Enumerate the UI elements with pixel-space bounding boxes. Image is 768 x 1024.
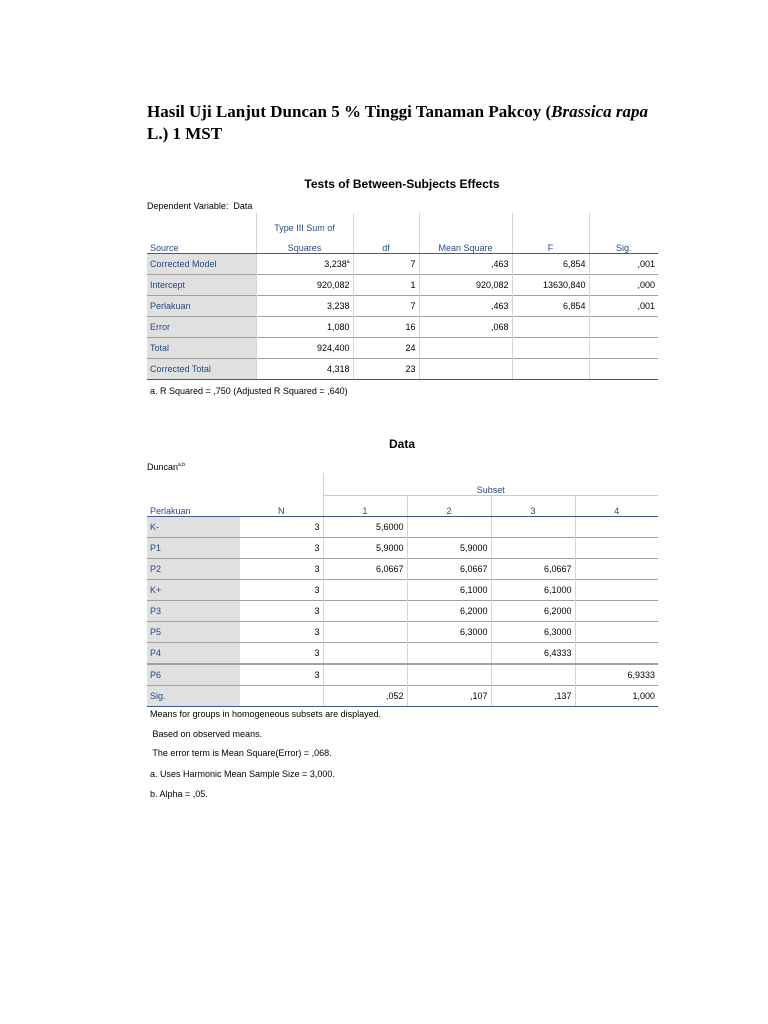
duncan-row: [147, 516, 658, 537]
header-source: Source: [147, 233, 256, 254]
row-perlakuan: P3: [147, 600, 240, 621]
cell-sum-of-squares: 920,082: [256, 275, 353, 296]
title-scientific-name: Brassica rapa: [551, 102, 648, 121]
cell-n: 3: [240, 537, 323, 558]
row-source: Error: [147, 317, 256, 338]
anova-row: [147, 338, 658, 359]
row-source: Total: [147, 338, 256, 359]
cell-subset-4: [575, 558, 658, 579]
header-subset-1: 1: [323, 495, 407, 516]
cell-subset-4: [575, 600, 658, 621]
duncan-row: [147, 621, 658, 642]
duncan-row: [147, 579, 658, 600]
cell-mean-square: [419, 338, 512, 359]
cell-f: [512, 317, 589, 338]
header-subset-2: 2: [407, 495, 491, 516]
cell-subset-3: 6,2000: [491, 600, 575, 621]
cell-subset-2: 5,9000: [407, 537, 491, 558]
cell-df: 7: [353, 296, 419, 317]
cell-subset-2: [407, 516, 491, 537]
cell-subset-2: [407, 642, 491, 664]
cell-mean-square: [419, 359, 512, 380]
cell-subset-1: [323, 642, 407, 664]
row-source: Intercept: [147, 275, 256, 296]
row-perlakuan: P6: [147, 664, 240, 686]
cell-f: [512, 359, 589, 380]
duncan-row: [147, 537, 658, 558]
header-sig: Sig.: [589, 233, 658, 254]
dependent-variable-label: Dependent Variable: Data: [147, 201, 253, 211]
cell-subset-4: [575, 621, 658, 642]
cell-n: 3: [240, 664, 323, 686]
cell-subset-4: 6,9333: [575, 664, 658, 686]
row-perlakuan: P2: [147, 558, 240, 579]
cell-sig: [589, 359, 658, 380]
header-ss-line1: Type III Sum of: [256, 213, 353, 233]
cell-subset-4: [575, 516, 658, 537]
cell-subset-4: [575, 642, 658, 664]
cell-df: 1: [353, 275, 419, 296]
duncan-note: a. Uses Harmonic Mean Sample Size = 3,000.: [150, 769, 335, 779]
cell-n: 3: [314, 521, 320, 532]
title-text: Hasil Uji Lanjut Duncan 5 % Tinggi Tanaman Pakcoy (: [147, 102, 552, 121]
anova-row: [147, 359, 658, 380]
duncan-note: Based on observed means.: [150, 729, 263, 739]
cell-f: 6,854: [512, 296, 589, 317]
duncan-row: [147, 558, 658, 579]
cell-df: 16: [353, 317, 419, 338]
cell-subset-2: 6,0667: [407, 558, 491, 579]
header-f: F: [512, 233, 589, 254]
cell-sum-of-squares: 924,400: [256, 338, 353, 359]
cell-sig: ,000: [589, 275, 658, 296]
cell-subset-2: 6,3000: [407, 621, 491, 642]
row-perlakuan: P5: [147, 621, 240, 642]
cell-subset-2: ,107: [407, 685, 491, 706]
cell-sig: [589, 317, 658, 338]
anova-table: [147, 213, 658, 380]
cell-subset-3: [491, 516, 575, 537]
cell-mean-square: ,068: [419, 317, 512, 338]
row-source: Perlakuan: [147, 296, 256, 317]
cell-subset-3: 6,4333: [491, 642, 575, 664]
cell-f: [512, 338, 589, 359]
dependent-variable-value: Data: [233, 201, 253, 211]
footnote-marker: a: [346, 259, 350, 265]
cell-sum-of-squares: 3,238$^a$: [256, 254, 353, 275]
duncan-note: The error term is Mean Square(Error) = ,068.: [150, 748, 332, 758]
anova-footnote: a. R Squared = ,750 (Adjusted R Squared = ,640): [150, 386, 348, 396]
cell-subset-4: [575, 579, 658, 600]
header-subset-3: 3: [491, 495, 575, 516]
cell-sum-of-squares: 3,238: [256, 296, 353, 317]
duncan-table: [147, 473, 658, 707]
cell-subset-1: [323, 664, 407, 686]
header-mean-square: Mean Square: [419, 233, 512, 254]
duncan-method-label: Duncan$^{a,b}$: [147, 462, 185, 472]
duncan-note: b. Alpha = ,05.: [150, 789, 208, 799]
row-source: Corrected Model: [147, 254, 256, 275]
method-footnote-marker: a,b: [178, 462, 185, 468]
duncan-note: Means for groups in homogeneous subsets are displayed.: [150, 709, 382, 719]
title-text-end: L.) 1 MST: [147, 124, 223, 143]
cell-subset-3: [491, 537, 575, 558]
cell-subset-3: 6,3000: [491, 621, 575, 642]
cell-df: 7: [353, 254, 419, 275]
row-perlakuan: Sig.: [147, 685, 240, 706]
row-perlakuan: K+: [147, 579, 240, 600]
cell-subset-4: [575, 537, 658, 558]
row-source: Corrected Total: [147, 359, 256, 380]
header-n: N: [240, 495, 323, 516]
cell-sum-of-squares: 1,080: [256, 317, 353, 338]
anova-row: [147, 254, 658, 275]
cell-sum-of-squares: 4,318: [256, 359, 353, 380]
duncan-row: [147, 664, 658, 686]
cell-df: 23: [353, 359, 419, 380]
cell-subset-3: ,137: [491, 685, 575, 706]
cell-sig: ,001: [589, 296, 658, 317]
duncan-row: [147, 600, 658, 621]
row-perlakuan: P4: [147, 642, 240, 664]
cell-sig: [589, 338, 658, 359]
cell-f: 6,854: [512, 254, 589, 275]
cell-subset-1: [323, 621, 407, 642]
anova-row: [147, 275, 658, 296]
header-subset-4: 4: [575, 495, 658, 516]
cell-subset-2: 6,1000: [407, 579, 491, 600]
cell-n: 3: [240, 600, 323, 621]
cell-n: [240, 685, 323, 706]
cell-mean-square: 920,082: [419, 275, 512, 296]
anova-row: [147, 317, 658, 338]
cell-subset-3: [491, 664, 575, 686]
cell-n: 3: [240, 621, 323, 642]
row-perlakuan: K-: [147, 516, 240, 537]
cell-n: 3: [240, 579, 323, 600]
cell-subset-1: [323, 579, 407, 600]
anova-table-title: Tests of Between-Subjects Effects: [304, 177, 500, 191]
cell-subset-1: 6,0667: [323, 558, 407, 579]
cell-subset-1: 5,9000: [323, 537, 407, 558]
cell-n: 3: [240, 558, 323, 579]
cell-n: 3: [240, 642, 323, 664]
cell-mean-square: ,463: [419, 254, 512, 275]
cell-subset-4: 1,000: [575, 685, 658, 706]
cell-subset-1: ,052: [323, 685, 407, 706]
cell-f: 13630,840: [512, 275, 589, 296]
duncan-table-title: Data: [388, 437, 415, 451]
header-perlakuan: Perlakuan: [147, 495, 240, 516]
header-ss-line2: Squares: [256, 233, 353, 254]
cell-sig: ,001: [589, 254, 658, 275]
duncan-row: [147, 642, 658, 664]
document-title: [147, 101, 667, 145]
header-df: df: [353, 233, 419, 254]
cell-subset-2: [407, 664, 491, 686]
cell-subset-1: [323, 600, 407, 621]
cell-subset-2: 6,2000: [407, 600, 491, 621]
duncan-row: [147, 685, 658, 706]
cell-df: 24: [353, 338, 419, 359]
cell-mean-square: ,463: [419, 296, 512, 317]
cell-subset-3: 6,0667: [491, 558, 575, 579]
header-subset: Subset: [323, 473, 658, 495]
anova-row: [147, 296, 658, 317]
cell-subset-1: 5,6000: [323, 516, 407, 537]
cell-subset-3: 6,1000: [491, 579, 575, 600]
row-perlakuan: P1: [147, 537, 240, 558]
